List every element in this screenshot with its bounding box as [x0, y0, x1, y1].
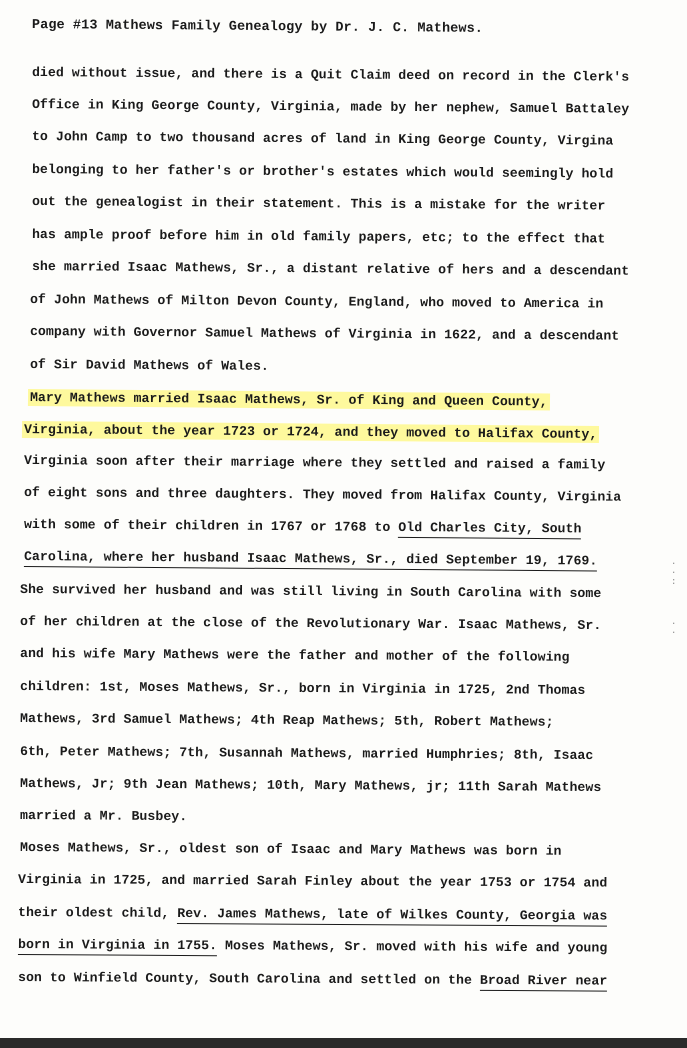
scan-edge	[0, 1038, 687, 1048]
text-line	[18, 970, 607, 989]
text-line	[30, 292, 604, 312]
text-line	[24, 422, 598, 442]
line-text: of John Mathews of Milton Devon County, England, who moved to America in	[29, 292, 604, 312]
text-line	[24, 453, 605, 473]
text-line	[32, 259, 629, 279]
line-text: children: 1st, Moses Mathews, Sr., born in Virginia in 1725, 2nd Thomas	[19, 679, 586, 698]
line-text: Mathews, 3rd Samuel Mathews; 4th Reap Mathews; 5th, Robert Mathews;	[19, 711, 554, 730]
line-text: Virginia soon after their marriage where they settled and raised a family	[23, 453, 606, 473]
line-text: has ample proof before him in old family papers, etc; to the effect that	[31, 227, 606, 247]
line-text: of eight sons and three daughters. They moved from Halifax County, Virginia	[23, 485, 622, 505]
line-text: born in Virginia in 1755. Moses Mathews, Sr. moved with his wife and young	[17, 937, 608, 956]
text-line	[20, 808, 187, 824]
text-line	[18, 872, 607, 891]
line-text: and his wife Mary Mathews were the father and mother of the following	[19, 646, 570, 665]
text-line	[30, 357, 269, 374]
text-line	[32, 194, 606, 214]
text-line	[20, 582, 601, 601]
text-line	[32, 97, 629, 117]
line-text: of her children at the close of the Revolutionary War. Isaac Mathews, Sr.	[19, 614, 602, 634]
line-text: to John Camp to two thousand acres of land in King George County, Virgina	[31, 129, 614, 149]
line-text: company with Governor Samuel Mathews of Virginia in 1622, and a descendant	[29, 324, 620, 344]
text-line	[32, 227, 606, 247]
text-line	[32, 65, 629, 85]
underlined-text: Old Charles City, South	[398, 520, 581, 539]
line-text: Mathews, Jr; 9th Jean Mathews; 10th, Mary Mathews, jr; 11th Sarah Mathews	[19, 776, 602, 796]
page-header: Page #13 Mathews Family Genealogy by Dr. J. C. Mathews.	[31, 18, 484, 37]
line-text: of Sir David Mathews of Wales.	[29, 357, 269, 374]
underlined-text: Rev. James Mathews, late of Wilkes County, Georgia was	[177, 906, 607, 927]
text-line	[20, 679, 586, 698]
text-line	[30, 324, 619, 344]
highlighted-text: Mary Mathews married Isaac Mathews, Sr. of King and Queen County,	[28, 389, 550, 411]
line-text: Moses Mathews, Sr., oldest son of Isaac and Mary Mathews was born in	[19, 840, 562, 859]
text-line	[32, 129, 613, 149]
line-text: died without issue, and there is a Quit Claim deed on record in the Clerk's	[31, 65, 630, 85]
line-text: She survived her husband and was still living in South Carolina with some	[19, 582, 602, 602]
line-text	[24, 549, 598, 572]
text-line	[20, 646, 570, 665]
highlighted-text: Virginia, about the year 1723 or 1724, and they moved to Halifax County,	[22, 421, 600, 443]
underlined-text: Broad River near	[480, 973, 608, 992]
text-line	[18, 937, 607, 956]
line-text: Virginia in 1725, and married Sarah Finley about the year 1753 or 1754 and	[17, 872, 608, 891]
line-text: out the genealogist in their statement. This is a mistake for the writer	[31, 194, 606, 214]
line-text: with some of their children in 1767 or 1768 to Old Charles City, South	[24, 517, 582, 539]
line-text: she married Isaac Mathews, Sr., a distant relative of hers and a descendant	[31, 259, 630, 279]
underlined-text: Carolina, where her husband Isaac Mathews, Sr., died September 19, 1769.	[24, 549, 598, 572]
scan-noise: · ·	[671, 619, 677, 638]
text-line	[20, 840, 562, 859]
text-line	[18, 905, 607, 924]
text-line	[20, 711, 554, 730]
underlined-text: born in Virginia in 1755.	[18, 937, 217, 956]
text-line	[24, 517, 582, 536]
line-text: Office in King George County, Virginia, made by her nephew, Samuel Battaley	[31, 97, 630, 117]
line-text: belonging to her father's or brother's estates which would seemingly hold	[31, 162, 614, 182]
text-line	[24, 485, 621, 505]
line-text: 6th, Peter Mathews; 7th, Susannah Mathews, married Humphries; 8th, Isaac	[19, 744, 594, 764]
line-text: their oldest child, Rev. James Mathews, late of Wilkes County, Georgia was	[18, 905, 607, 927]
text-line	[32, 162, 613, 182]
scan-noise: · · :	[671, 559, 677, 587]
line-text: son to Winfield County, South Carolina and settled on the Broad River near	[18, 970, 607, 992]
text-line	[20, 614, 601, 633]
text-line	[20, 776, 601, 795]
text-line	[30, 390, 548, 410]
text-line	[24, 549, 598, 569]
line-text: married a Mr. Busbey.	[19, 808, 188, 825]
text-line	[20, 744, 593, 763]
